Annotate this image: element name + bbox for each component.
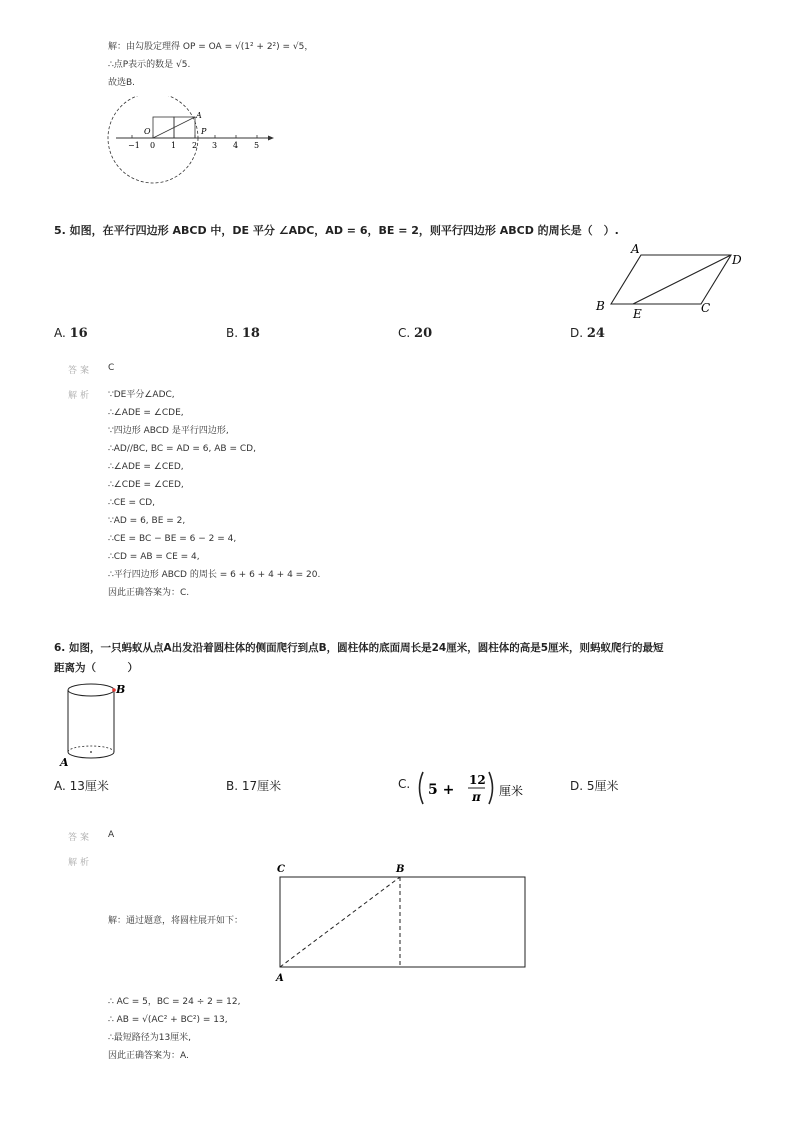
tick-label: 3: [212, 141, 218, 150]
q6-analysis-line: ∴ AB = √(AC² + BC²) = 13,: [108, 1015, 228, 1025]
option-letter: B.: [226, 779, 239, 793]
unfolded-cylinder-figure: [270, 858, 534, 986]
option-value: 24: [586, 326, 605, 341]
q5-analysis-line: ∴AD//BC, BC = AD = 6, AB = CD,: [108, 444, 256, 454]
option-value: 16: [69, 326, 88, 341]
q6-option-a[interactable]: [54, 777, 109, 794]
q5-analysis-line: ∴CE = CD,: [108, 498, 156, 508]
tick-label: 2: [192, 141, 198, 150]
option-value: 20: [414, 326, 433, 341]
option-letter: D.: [570, 779, 584, 793]
cylinder-figure: [56, 680, 136, 770]
formula-base: 5 +: [428, 782, 455, 798]
point-label-b: B: [116, 683, 126, 696]
tick-label: 4: [233, 141, 239, 150]
point-label-a: A: [276, 973, 284, 984]
vertex-label-d: D: [732, 253, 742, 267]
q6-analysis-line: 因此正确答案为：A.: [108, 1051, 189, 1061]
q6-answer: A: [108, 830, 115, 840]
q5-analysis-line: ∵DE平分∠ADC,: [108, 390, 175, 400]
q5-option-d[interactable]: [570, 326, 605, 341]
number-line-circle-figure: [106, 96, 286, 188]
q6-analysis-line: ∴ AC = 5，BC = 24 ÷ 2 = 12,: [108, 997, 241, 1007]
formula-numerator: 12: [469, 773, 486, 787]
q5-analysis-line: ∵AD = 6, BE = 2,: [108, 516, 186, 526]
tick-label: −1: [128, 141, 140, 150]
vertex-label-c: C: [701, 301, 711, 315]
question-6-stem-line-2: 距离为（ ）: [54, 662, 138, 674]
q5-analysis-line: ∴CE = BC − BE = 6 − 2 = 4,: [108, 534, 237, 544]
option-value: 5厘米: [586, 779, 619, 793]
parallelogram-figure: [590, 240, 750, 320]
option-letter: A.: [54, 326, 66, 340]
q5-answer-label: 答案: [68, 366, 93, 376]
point-label-a: A: [196, 111, 202, 120]
point-label-b: B: [396, 864, 405, 875]
option-c-formula: [416, 768, 536, 808]
tick-label: 1: [171, 141, 177, 150]
q5-option-c[interactable]: [398, 326, 432, 341]
q5-analysis-line: ∴CD = AB = CE = 4,: [108, 552, 200, 562]
vertex-label-a: A: [631, 242, 640, 256]
q5-answer: C: [108, 363, 115, 373]
q6-option-d[interactable]: [570, 777, 619, 794]
point-label-o: O: [144, 127, 151, 136]
q5-option-a[interactable]: [54, 326, 88, 341]
question-6-stem-line-1: 6. 如图，一只蚂蚁从点A出发沿着圆柱体的侧面爬行到点B，圆柱体的底面周长是24厘米，圆柱体的高是5厘米，则蚂蚁爬行的最短: [54, 642, 664, 654]
q6-analysis-label: 解析: [68, 858, 93, 868]
option-letter: C.: [398, 326, 411, 340]
point-label-a: A: [60, 756, 69, 769]
prev-solution-line-1: 解：由勾股定理得 OP = OA = √(1² + 2²) = √5，: [108, 42, 314, 52]
option-value: 18: [241, 326, 260, 341]
point-label-c: C: [277, 864, 285, 875]
point-label-p: P: [201, 127, 207, 136]
option-letter: A.: [54, 779, 66, 793]
q5-analysis-line: ∴∠CDE = ∠CED,: [108, 480, 184, 490]
q5-analysis-line: ∴∠ADE = ∠CDE,: [108, 408, 184, 418]
vertex-label-e: E: [633, 307, 642, 320]
option-letter: B.: [226, 326, 239, 340]
q5-analysis-label: 解析: [68, 391, 93, 401]
q6-option-b[interactable]: [226, 777, 281, 794]
formula-unit: 厘米: [499, 784, 524, 798]
tick-label: 0: [150, 141, 156, 150]
q6-analysis-line: ∴最短路径为13厘米,: [108, 1033, 192, 1043]
option-value: 17厘米: [241, 779, 282, 793]
q5-analysis-line: 因此正确答案为：C.: [108, 588, 190, 598]
question-5-stem: 5. 如图，在平行四边形 ABCD 中，DE 平分 ∠ADC，AD = 6，BE = 2，则平行四边形 ABCD 的周长是（ ）.: [54, 224, 619, 237]
q6-unfold-text: 解：通过题意，将圆柱展开如下：: [108, 916, 244, 926]
vertex-label-b: B: [596, 299, 605, 313]
formula-denominator: π: [472, 790, 481, 804]
q5-analysis-line: ∴平行四边形 ABCD 的周长 = 6 + 6 + 4 + 4 = 20.: [108, 570, 321, 580]
option-letter: C.: [398, 777, 411, 791]
q5-analysis-line: ∴∠ADE = ∠CED,: [108, 462, 184, 472]
prev-solution-line-3: 故选B.: [108, 78, 136, 88]
q6-answer-label: 答案: [68, 833, 93, 843]
q5-analysis-line: ∵四边形 ABCD 是平行四边形,: [108, 426, 229, 436]
tick-label: 5: [254, 141, 260, 150]
option-letter: D.: [570, 326, 584, 340]
q5-option-b[interactable]: [226, 326, 260, 341]
option-value: 13厘米: [69, 779, 109, 793]
prev-solution-line-2: ∴点P表示的数是 √5.: [108, 60, 191, 70]
